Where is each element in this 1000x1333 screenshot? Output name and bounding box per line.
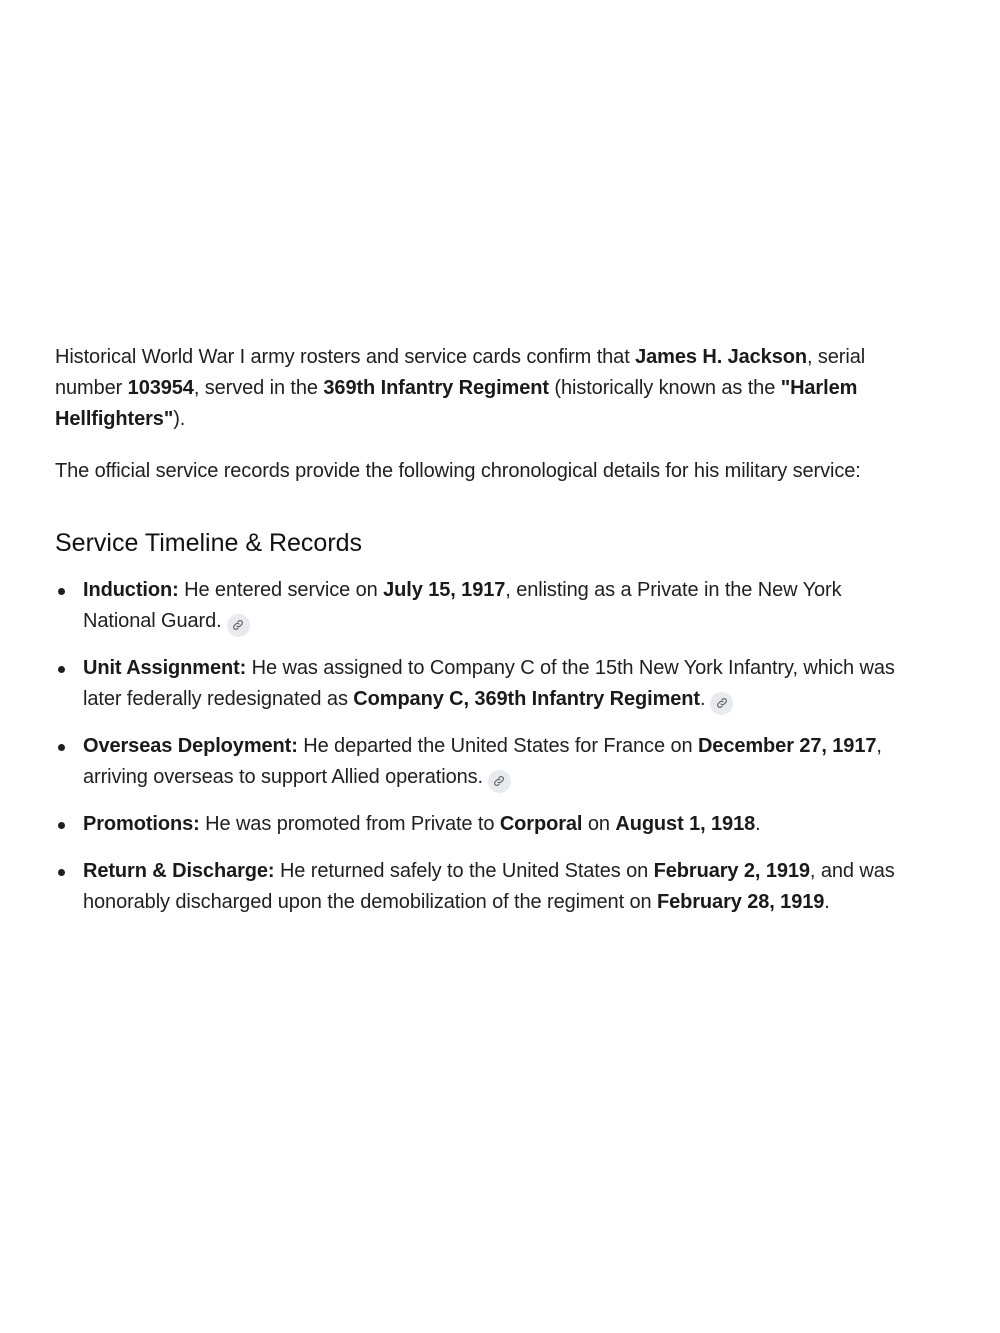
intro-text: Historical World War I army rosters and service cards confirm that bbox=[55, 346, 636, 368]
summary-paragraph: The official service records provide the following chronological details for his military service: bbox=[55, 460, 861, 482]
item-label: Return & Discharge: bbox=[83, 860, 275, 882]
item-text: on bbox=[582, 813, 616, 835]
item-text: , arriving overseas to support Allied operations. bbox=[83, 735, 882, 788]
item-unit: Company C, 369th Infantry Regiment bbox=[353, 688, 700, 710]
bullet-point bbox=[58, 588, 65, 595]
item-text: . bbox=[699, 688, 706, 710]
item-text: He returned safely to the United States on bbox=[274, 860, 654, 882]
soldier-name: James H. Jackson bbox=[635, 346, 807, 368]
bullet-point bbox=[58, 869, 65, 876]
item-date: August 1, 1918 bbox=[615, 813, 756, 835]
item-label: Overseas Deployment: bbox=[83, 735, 298, 757]
item-label: Promotions: bbox=[83, 813, 200, 835]
intro-text: , serial number bbox=[55, 346, 866, 399]
source-link-button[interactable] bbox=[227, 614, 250, 637]
item-text: , and was honorably discharged upon the demobilization of the regiment on bbox=[83, 860, 895, 913]
intro-paragraph bbox=[55, 342, 900, 435]
item-text: . bbox=[755, 813, 761, 835]
item-label: Induction: bbox=[83, 579, 179, 601]
item-text: He was assigned to Company C of the 15th New York Infantry, which was later federally redesignated as bbox=[83, 657, 895, 710]
link-icon bbox=[493, 775, 505, 787]
source-link-button[interactable] bbox=[710, 692, 733, 715]
item-text: . bbox=[824, 891, 830, 913]
timeline-item-return-discharge bbox=[55, 856, 900, 918]
item-text: He was promoted from Private to bbox=[199, 813, 500, 835]
regiment-name: 369th Infantry Regiment bbox=[323, 377, 549, 399]
item-label: Unit Assignment: bbox=[83, 657, 247, 679]
bullet-point bbox=[58, 666, 65, 673]
response-content bbox=[55, 342, 900, 918]
link-icon bbox=[232, 619, 244, 631]
bullet-point bbox=[58, 744, 65, 751]
bullet-point bbox=[58, 822, 65, 829]
link-icon bbox=[716, 697, 728, 709]
item-rank: Corporal bbox=[499, 813, 583, 835]
intro-text: (historically known as the bbox=[548, 377, 781, 399]
section-heading: Service Timeline & Records bbox=[55, 529, 363, 557]
timeline-item-promotions bbox=[55, 809, 900, 840]
service-timeline-list bbox=[55, 575, 900, 918]
timeline-item-overseas-deployment bbox=[55, 731, 900, 793]
intro-text: , served in the bbox=[193, 377, 324, 399]
item-text: , enlisting as a Private in the New York National Guard. bbox=[83, 579, 842, 632]
item-date: July 15, 1917 bbox=[383, 579, 506, 601]
item-date: February 2, 1919 bbox=[653, 860, 810, 882]
intro-text: ). bbox=[173, 408, 186, 430]
timeline-item-unit-assignment bbox=[55, 653, 900, 715]
item-date: December 27, 1917 bbox=[697, 735, 877, 757]
item-text: He entered service on bbox=[178, 579, 384, 601]
timeline-item-induction bbox=[55, 575, 900, 637]
item-date: February 28, 1919 bbox=[656, 891, 825, 913]
source-link-button[interactable] bbox=[488, 770, 511, 793]
serial-number: 103954 bbox=[127, 377, 194, 399]
item-text: He departed the United States for France on bbox=[297, 735, 698, 757]
regiment-nickname: "Harlem Hellfighters" bbox=[55, 377, 858, 430]
